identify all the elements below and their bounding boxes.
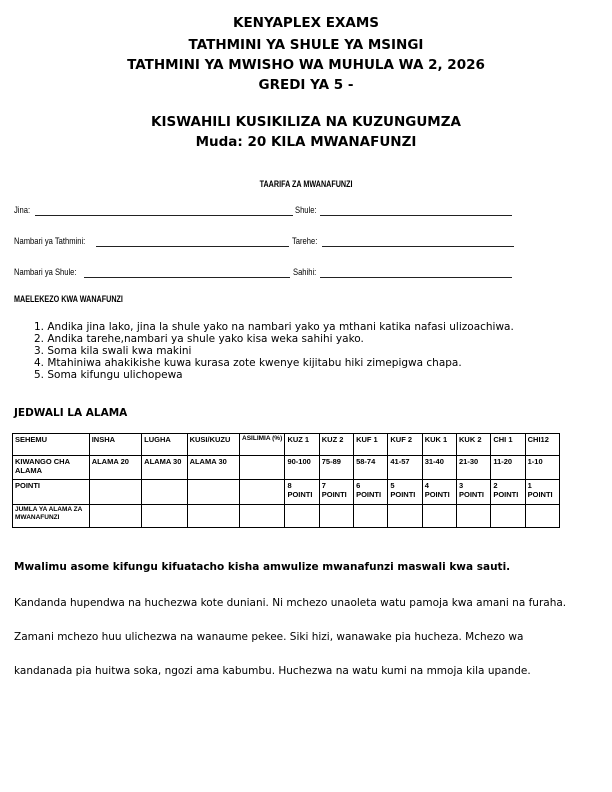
exam-number-label: Nambari ya Tathmini: xyxy=(14,236,86,247)
table-cell[interactable] xyxy=(187,480,239,505)
passage-line: Kandanda hupendwa na huchezwa kote duniani. Ni mchezo unaoleta watu pamoja kwa amani na furaha. xyxy=(14,597,567,609)
table-cell[interactable] xyxy=(422,505,456,528)
table-cell: ALAMA 30 xyxy=(142,456,187,480)
signature-label: Sahihi: xyxy=(293,267,317,278)
table-cell: 6 POINTI xyxy=(354,480,388,505)
passage-line: Zamani mchezo huu ulichezwa na wanaume pekee. Siki hizi, wanawake pia hucheza. Mchezo wa xyxy=(14,631,524,643)
teacher-instruction: Mwalimu asome kifungu kifuatacho kisha amwulize mwanafunzi maswali kwa sauti. xyxy=(14,561,511,573)
table-cell: 11-20 xyxy=(491,456,525,480)
table-cell: 1-10 xyxy=(525,456,559,480)
table-cell[interactable] xyxy=(525,505,559,528)
table-cell: 8 POINTI xyxy=(285,480,319,505)
table-cell: 31-40 xyxy=(422,456,456,480)
signature-field[interactable] xyxy=(320,277,512,278)
school-number-label: Nambari ya Shule: xyxy=(14,267,77,278)
student-info-heading: TAARIFA ZA MWANAFUNZI xyxy=(259,179,353,189)
exam-level-title: TATHMINI YA SHULE YA MSINGI xyxy=(188,37,424,53)
table-cell: CHI12 xyxy=(525,434,559,456)
table-cell: POINTI xyxy=(13,480,90,505)
instruction-item: 3. Soma kila swali kwa makini xyxy=(34,345,192,357)
marks-table-title: JEDWALI LA ALAMA xyxy=(14,407,128,419)
table-cell: 7 POINTI xyxy=(319,480,353,505)
table-cell: KUK 1 xyxy=(422,434,456,456)
date-field[interactable] xyxy=(322,246,514,247)
table-row xyxy=(13,480,560,505)
table-row xyxy=(13,434,560,456)
table-cell: 41-57 xyxy=(388,456,422,480)
exam-number-field[interactable] xyxy=(96,246,289,247)
table-cell: CHI 1 xyxy=(491,434,525,456)
table-row xyxy=(13,505,560,528)
instruction-item: 4. Mtahiniwa ahakikishe kuwa kurasa zote kwenye kijitabu hiki zimepigwa chapa. xyxy=(34,357,462,369)
table-cell: KUZ 1 xyxy=(285,434,319,456)
subject-title: KISWAHILI KUSIKILIZA NA KUZUNGUMZA xyxy=(151,114,461,130)
table-cell[interactable] xyxy=(491,505,525,528)
table-cell: ASILIMIA (%) xyxy=(240,434,285,456)
table-cell[interactable] xyxy=(285,505,319,528)
table-cell[interactable] xyxy=(388,505,422,528)
name-label: Jina: xyxy=(14,205,31,216)
instruction-item: 2. Andika tarehe,nambari ya shule yako kisa weka sahihi yako. xyxy=(34,333,364,345)
table-cell: 2 POINTI xyxy=(491,480,525,505)
table-cell: KUZ 2 xyxy=(319,434,353,456)
table-cell: LUGHA xyxy=(142,434,187,456)
table-cell[interactable] xyxy=(89,505,141,528)
date-label: Tarehe: xyxy=(292,236,318,247)
table-cell: KUSI/KUZU xyxy=(187,434,239,456)
table-cell: 1 POINTI xyxy=(525,480,559,505)
table-cell[interactable] xyxy=(240,505,285,528)
table-cell[interactable] xyxy=(240,456,285,480)
instructions-heading: MAELEKEZO KWA WANAFUNZI xyxy=(14,294,123,304)
table-cell[interactable] xyxy=(457,505,491,528)
school-label: Shule: xyxy=(295,205,317,216)
table-cell[interactable] xyxy=(319,505,353,528)
name-field[interactable] xyxy=(35,215,293,216)
table-row xyxy=(13,456,560,480)
school-number-field[interactable] xyxy=(84,277,290,278)
table-cell: KIWANGO CHA ALAMA xyxy=(13,456,90,480)
table-cell: KUF 1 xyxy=(354,434,388,456)
duration-title: Muda: 20 KILA MWANAFUNZI xyxy=(195,134,417,150)
table-cell[interactable] xyxy=(240,480,285,505)
exam-term-title: TATHMINI YA MWISHO WA MUHULA WA 2, 2026 xyxy=(127,57,485,73)
grade-title: GREDI YA 5 - xyxy=(258,77,354,93)
table-cell: ALAMA 30 xyxy=(187,456,239,480)
table-cell: 75-89 xyxy=(319,456,353,480)
table-cell: 21-30 xyxy=(457,456,491,480)
instruction-item: 5. Soma kifungu ulichopewa xyxy=(34,369,183,381)
table-cell: INSHA xyxy=(89,434,141,456)
table-cell[interactable] xyxy=(89,480,141,505)
table-cell[interactable] xyxy=(354,505,388,528)
table-cell: KUK 2 xyxy=(457,434,491,456)
marks-table xyxy=(12,433,560,528)
instruction-item: 1. Andika jina lako, jina la shule yako na nambari yako ya mthani katika nafasi ulizoachiwa. xyxy=(34,321,514,333)
table-cell: 58-74 xyxy=(354,456,388,480)
table-cell: SEHEMU xyxy=(13,434,90,456)
school-field[interactable] xyxy=(320,215,512,216)
table-cell: ALAMA 20 xyxy=(89,456,141,480)
table-cell[interactable] xyxy=(187,505,239,528)
exam-provider-title: KENYAPLEX EXAMS xyxy=(233,15,379,31)
table-cell: KUF 2 xyxy=(388,434,422,456)
table-cell[interactable] xyxy=(142,480,187,505)
table-cell: 90-100 xyxy=(285,456,319,480)
table-cell: 5 POINTI xyxy=(388,480,422,505)
table-cell: 4 POINTI xyxy=(422,480,456,505)
table-cell: JUMLA YA ALAMA ZA MWANAFUNZI xyxy=(13,505,90,528)
table-cell[interactable] xyxy=(142,505,187,528)
passage-line: kandanada pia huitwa soka, ngozi ama kabumbu. Huchezwa na watu kumi na mmoja kila upande. xyxy=(14,665,531,677)
table-cell: 3 POINTI xyxy=(457,480,491,505)
student-info-heading-wrap xyxy=(0,172,612,191)
